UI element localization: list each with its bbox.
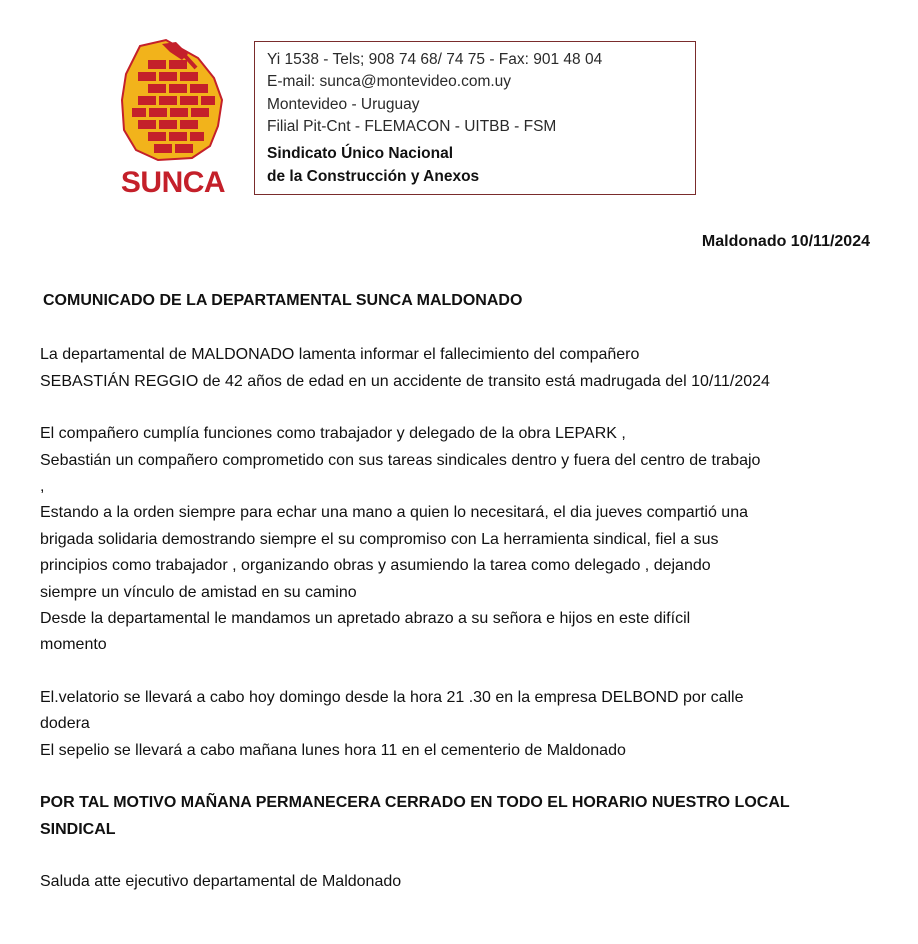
paragraph-line: principios como trabajador , organizando obras y asumiendo la tarea como delegado , dejando bbox=[40, 557, 711, 575]
paragraph-line: El sepelio se llevará a cabo mañana lunes hora 11 en el cementerio de Maldonado bbox=[40, 741, 626, 759]
paragraph-line: brigada solidaria demostrando siempre el su compromiso con La herramienta sindical, fiel a sus bbox=[40, 530, 719, 548]
paragraph-line: momento bbox=[40, 636, 107, 654]
closure-notice-line: SINDICAL bbox=[40, 820, 116, 838]
paragraph-line: siempre un vínculo de amistad en su camino bbox=[40, 583, 357, 601]
paragraph-line: SEBASTIÁN REGGIO de 42 años de edad en un accidente de transito está madrugada del 10/11/2024 bbox=[40, 372, 770, 390]
document-title: COMUNICADO DE LA DEPARTAMENTAL SUNCA MALDONADO bbox=[43, 292, 523, 309]
paragraph-line: dodera bbox=[40, 715, 90, 733]
closure-notice-line: POR TAL MOTIVO MAÑANA PERMANECERA CERRADO EN TODO EL HORARIO NUESTRO LOCAL bbox=[40, 794, 790, 812]
org-name-line-1: Sindicato Único Nacional bbox=[267, 145, 454, 163]
paragraph-line: Sebastián un compañero comprometido con sus tareas sindicales dentro y fuera del centro de trabajo bbox=[40, 451, 761, 469]
paragraph-line: , bbox=[40, 478, 45, 496]
email-line: E-mail: sunca@montevideo.com.uy bbox=[267, 73, 512, 91]
brick-wall-icon bbox=[118, 38, 228, 163]
org-name-line-2: de la Construcción y Anexos bbox=[267, 167, 480, 185]
paragraph-line: Estando a la orden siempre para echar una mano a quien lo necesitará, el dia jueves compartió una bbox=[40, 504, 748, 522]
document-date: Maldonado 10/11/2024 bbox=[701, 233, 870, 250]
document-body bbox=[40, 288, 880, 895]
closing-signature: Saluda atte ejecutivo departamental de Maldonado bbox=[40, 872, 402, 890]
paragraph-line: Desde la departamental le mandamos un apretado abrazo a su señora e hijos en este difícil bbox=[40, 610, 691, 628]
sunca-logo bbox=[118, 38, 228, 203]
logo-text: SUNCA bbox=[120, 166, 226, 199]
city-line: Montevideo - Uruguay bbox=[267, 95, 420, 113]
address-phone-line: Yi 1538 - Tels; 908 74 68/ 74 75 - Fax: 901 48 04 bbox=[267, 51, 603, 68]
paragraph-line: La departamental de MALDONADO lamenta informar el fallecimiento del compañero bbox=[40, 346, 640, 364]
paragraph-line: El compañero cumplía funciones como trabajador y delegado de la obra LEPARK , bbox=[40, 425, 626, 443]
paragraph-line: El.velatorio se llevará a cabo hoy domingo desde la hora 21 .30 en la empresa DELBOND por calle bbox=[40, 688, 744, 706]
affiliation-line: Filial Pit-Cnt - FLEMACON - UITBB - FSM bbox=[267, 117, 557, 135]
contact-info-box bbox=[254, 41, 696, 195]
